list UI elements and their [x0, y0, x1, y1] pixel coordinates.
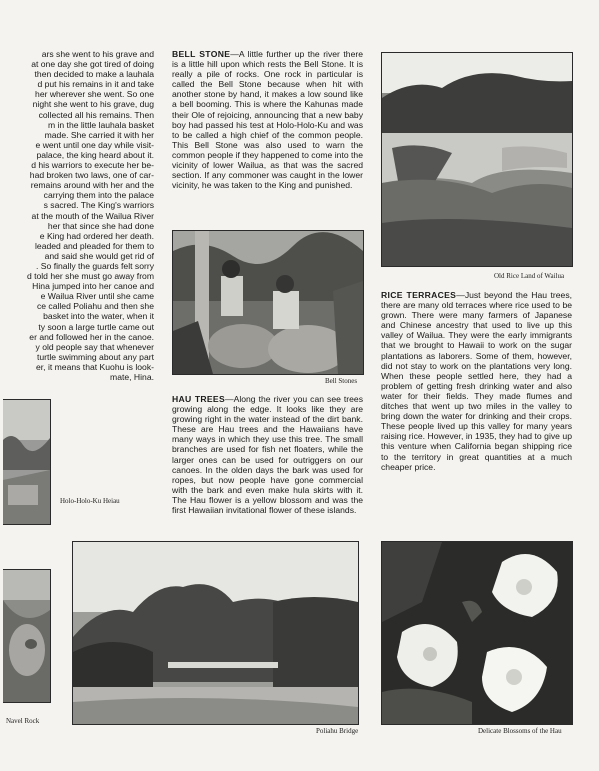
left-fragment-line: e King had ordered her death.	[39, 230, 154, 241]
left-fragment-line: collected all his remains. Then	[38, 109, 154, 120]
left-fragment-line: y old people say that whenever	[35, 341, 154, 352]
left-fragment-line: e went until one day while visit-	[35, 139, 154, 150]
left-fragment-line: s sacred. The King's warriors	[43, 200, 154, 211]
left-fragment-line: night she went to his grave, dug	[32, 99, 154, 110]
left-column-fragment	[4, 49, 154, 382]
left-fragment-line: turtle swimming about any part	[36, 351, 154, 362]
left-fragment-line: . So finally the guards felt sorry	[36, 260, 154, 271]
left-fragment-line: then decided to make a lauhala	[34, 69, 154, 80]
bell-stones-caption: Bell Stones	[325, 377, 358, 385]
navel-rock-caption: Navel Rock	[6, 717, 40, 725]
hau-blossoms-photo	[381, 541, 573, 725]
left-fragment-line: at the mouth of the Wailua River	[31, 210, 154, 221]
bell-stones-photo	[172, 230, 364, 375]
rice-terraces-section	[381, 290, 572, 472]
left-fragment-line: palace, the king heard about it.	[36, 149, 154, 160]
poliahu-bridge-photo	[72, 541, 359, 725]
poliahu-bridge-caption: Poliahu Bridge	[316, 727, 359, 735]
left-fragment-line: and said she would get rid of	[44, 250, 154, 261]
left-fragment-line: made. She carried it with her	[44, 129, 154, 140]
rice-land-caption: Old Rice Land of Wailua	[494, 272, 565, 280]
left-fragment-line: leaded and pleaded for them to	[35, 240, 154, 251]
left-fragment-line: had broken two laws, one of car-	[29, 170, 154, 181]
left-fragment-line: her wherever she went. So one	[35, 89, 154, 100]
left-fragment-line: ty soon a large turtle came out	[38, 321, 154, 332]
heiau-photo	[3, 399, 51, 525]
bell-stone-heading: BELL STONE	[172, 49, 231, 59]
left-fragment-line: e Wailua River until she came	[40, 291, 154, 302]
hau-trees-body: —Along the river you can see trees growing along the edge. It looks like they are growing right in the water instead of the dirt bank. These are Hau trees and the Hawaiians have many ways in which they use this tree. The small branches are used for fish net floaters, while the larger ones can be used for outriggers on our canoes. In the olden days the bark was used for ropes, but now people have gone commercial with the bark and even make hula skirts with it. The Hau flower is a yellow blossom and was the first Hawaiian invitational flower of these islands.	[172, 394, 364, 516]
heiau-caption: Holo-Holo-Ku Heiau	[60, 497, 120, 505]
left-fragment-line: remains around with her and the	[30, 180, 154, 191]
left-fragment-line: at one day she got tired of doing	[31, 59, 154, 70]
left-fragment-line: m in the little lauhala basket	[47, 119, 154, 130]
hau-trees-heading: HAU TREES	[172, 394, 225, 404]
rice-terraces-heading: RICE TERRACES	[381, 290, 457, 300]
left-fragment-line: Hina jumped into her canoe and	[32, 281, 154, 292]
left-fragment-line: her that since she had done	[47, 220, 154, 231]
hau-blossoms-caption: Delicate Blossoms of the Hau	[478, 727, 562, 735]
left-fragment-line: basket into the water, when it	[43, 311, 154, 322]
rice-land-photo	[381, 52, 573, 267]
left-fragment-line: ars she went to his grave and	[41, 49, 154, 59]
left-fragment-line: er, it means that Kuohu is look-	[36, 361, 154, 372]
left-fragment-line: d put his remains in it and take	[37, 79, 154, 90]
bell-stone-section	[172, 49, 363, 190]
left-fragment-line: ce called Poliahu and then she	[36, 301, 154, 312]
left-fragment-line: er and followed her in the canoe.	[29, 331, 154, 342]
left-fragment-line: d told her she must go away from	[26, 271, 154, 282]
bell-stone-body: —A little further up the river there is a little hill upon which rests the Bell Stone. It is really a pile of rocks. One rock in particular is called the Bell Stone because when hit with another stone by hand, it makes a low sound like a bell booming. This is where the Kahunas made their Ole of rejoicing, announcing that a new baby boy had passed his test at Holo-Holo-Ku and was to be called a high chief of the common people. This Bell Stone was also used to warn the common people if they happened to come into the vicinity of lower Wailua, as that was the sacred section. If any commoner was caught in the lower vicinity, he was taken to the King and punished.	[172, 49, 363, 191]
rice-terraces-body: —Just beyond the Hau trees, there are many old terraces where rice used to be grown. There were many farmers of Japanese and Chinese ancestry that used to live up this valley of Wailua. They were the early immigrants that we brought to Hawaii to work on the sugar plantations as laborers. Some of them, however, did not stay to work on the plantations very long. When these people settled here, they had a problem of getting fresh drinking water and also water for their fields. They made flumes and ditches that went up two miles in the valley to bring down the water for drinking and their crops. These people lived up this valley for many years raising rice. However, in 1935, they had to give up this venture when California began shipping rice to the territory in great quantities at a much cheaper price.	[381, 290, 572, 472]
left-fragment-line: mate, Hina.	[110, 372, 154, 382]
left-fragment-line: carrying them into the palace	[43, 190, 154, 201]
navel-rock-photo	[3, 569, 51, 703]
left-fragment-line: d his warriors to execute her be-	[31, 160, 154, 171]
hau-trees-section	[172, 394, 363, 515]
